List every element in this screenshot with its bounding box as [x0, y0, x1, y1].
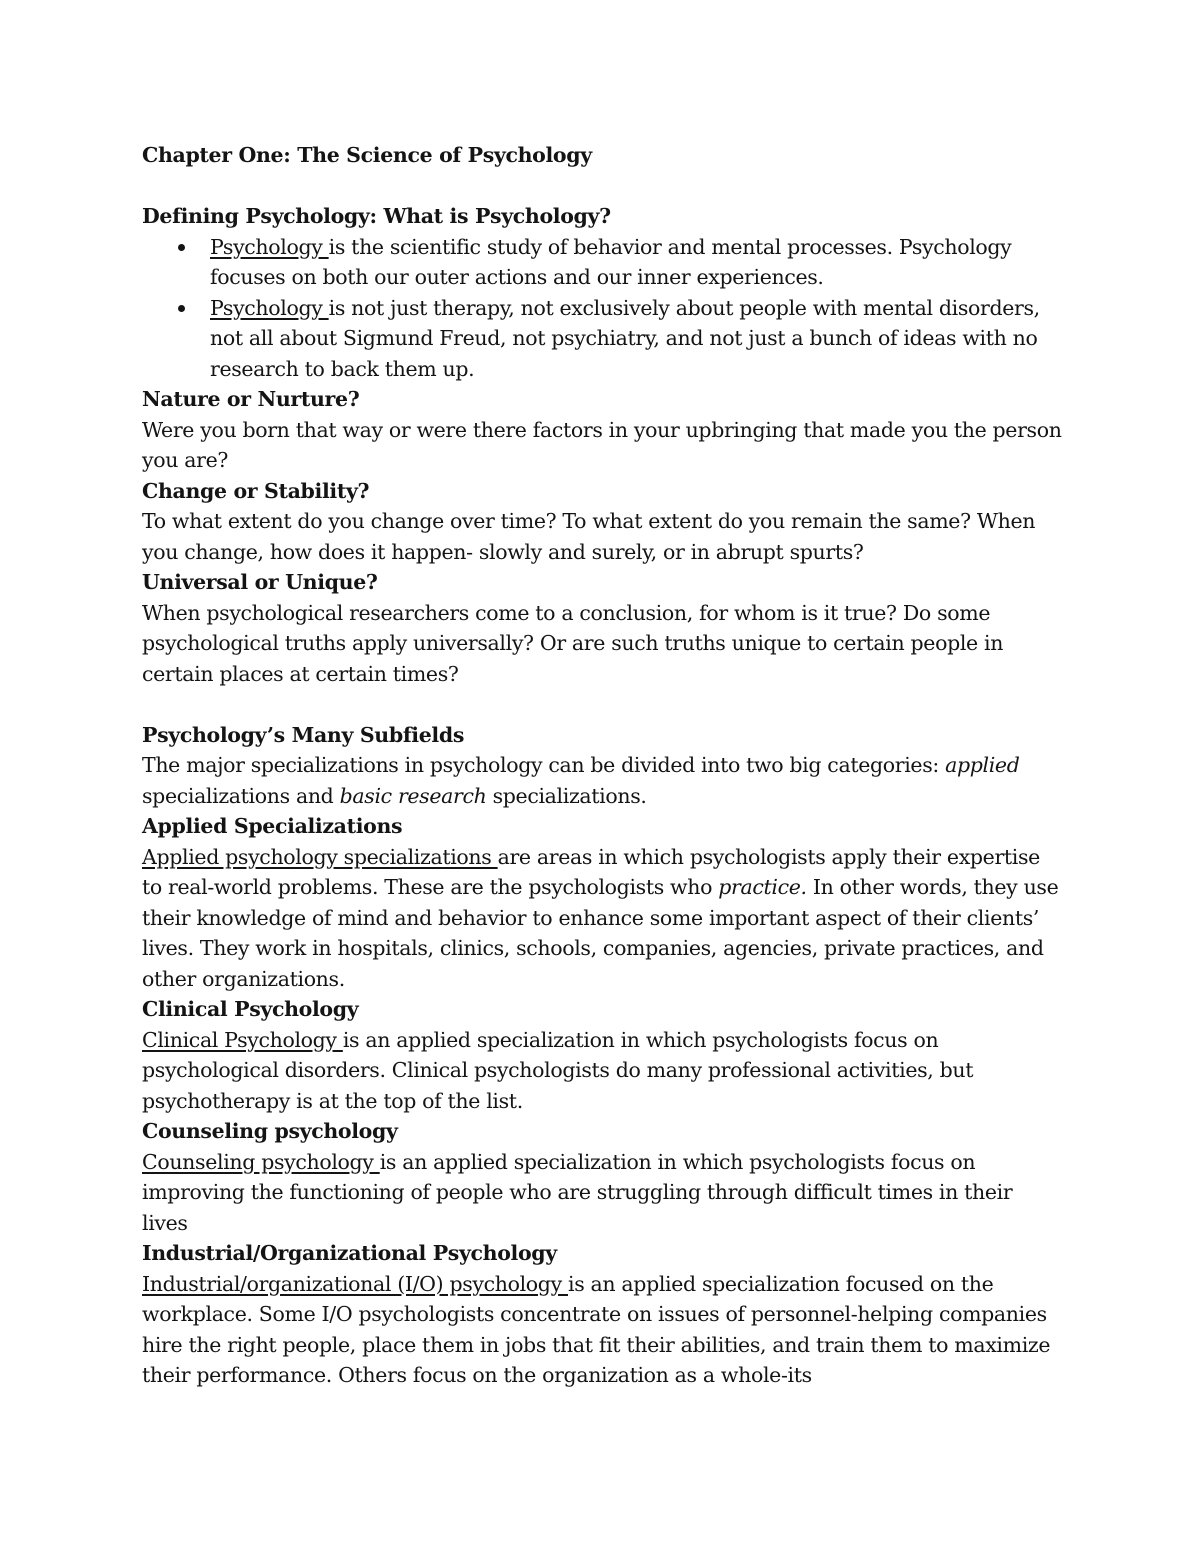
document-page	[142, 140, 1062, 1391]
clinical-definition: is an applied specialization in which psychologists focus on psychological disorders. Clinical psychologists do many professional activities, but psychotherapy is at the top of the list.	[142, 1027, 974, 1113]
defining-heading: Defining Psychology: What is Psychology?	[142, 204, 611, 228]
counseling-heading: Counseling psychology	[142, 1119, 398, 1143]
definition-text: is the scientific study of behavior and mental processes. Psychology focuses on both our outer actions and our inner experiences.	[210, 234, 1012, 289]
applied-term: Applied psychology specializations	[142, 844, 498, 869]
counseling-definition: is an applied specialization in which psychologists focus on improving the functioning of people who are struggling through difficult times in their lives	[142, 1149, 1013, 1235]
universal-text: When psychological researchers come to a conclusion, for whom is it true? Do some psychological truths apply universally? Or are such truths unique to certain people in certain places at certain times?	[142, 600, 1004, 686]
bullet-icon	[178, 305, 185, 312]
industrial-heading: Industrial/Organizational Psychology	[142, 1241, 557, 1265]
spacer	[142, 689, 1062, 720]
counseling-term: Counseling psychology	[142, 1149, 380, 1174]
industrial-text	[142, 1269, 1062, 1391]
bullet-icon	[178, 244, 185, 251]
definition-text: is not just therapy, not exclusively about people with mental disorders, not all about Sigmund Freud, not psychiatry, and not just a bunch of ideas with no research to back them up.	[210, 295, 1040, 381]
applied-em-practice: practice.	[718, 875, 807, 899]
subfields-text-1: The major specializations in psychology can be divided into two big categories:	[142, 753, 946, 777]
subfields-em-basic-research: basic research	[339, 783, 487, 808]
clinical-heading: Clinical Psychology	[142, 997, 359, 1021]
industrial-term: Industrial/organizational (I/O) psychology	[142, 1271, 568, 1296]
applied-text	[142, 842, 1062, 995]
applied-heading: Applied Specializations	[142, 814, 403, 838]
applied-text-1: are areas in which psychologists apply their expertise to real-world problems. These are the psychologists who	[142, 844, 1040, 899]
industrial-definition: is an applied specialization focused on the workplace. Some I/O psychologists concentrate on issues of personnel-helping companies hire the right people, place them in jobs that fit their abilities, and train them to maximize their performance. Others focus on the organization as a whole-its	[142, 1271, 1051, 1387]
defining-bullet-list	[142, 232, 1062, 385]
applied-text-2: In other words, they use their knowledge of mind and behavior to enhance some important aspect of their clients’ lives. They work in hospitals, clinics, schools, companies, agencies, private practices, and other organizations.	[142, 875, 1059, 991]
term-psychology: Psychology	[210, 295, 329, 320]
subfields-text	[142, 750, 1062, 811]
spacer	[142, 171, 1062, 202]
universal-heading: Universal or Unique?	[142, 570, 378, 594]
clinical-term: Clinical Psychology	[142, 1027, 343, 1052]
clinical-text	[142, 1025, 1062, 1117]
subfields-text-3: specializations.	[486, 783, 647, 808]
nature-heading: Nature or Nurture?	[142, 387, 360, 411]
subfields-heading: Psychology’s Many Subfields	[142, 722, 465, 747]
nature-text: Were you born that way or were there factors in your upbringing that made you the person you are?	[142, 417, 1062, 472]
term-psychology: Psychology	[210, 234, 329, 259]
chapter-title: Chapter One: The Science of Psychology	[142, 143, 592, 167]
change-text: To what extent do you change over time? To what extent do you remain the same? When you change, how does it happen- slowly and surely, or in abrupt spurts?	[142, 509, 1036, 564]
list-item	[142, 232, 1062, 293]
subfields-em-applied: applied	[945, 753, 1020, 777]
subfields-text-2: specializations and	[142, 783, 340, 808]
counseling-text	[142, 1147, 1062, 1239]
change-heading: Change or Stability?	[142, 478, 370, 503]
list-item	[142, 293, 1062, 385]
